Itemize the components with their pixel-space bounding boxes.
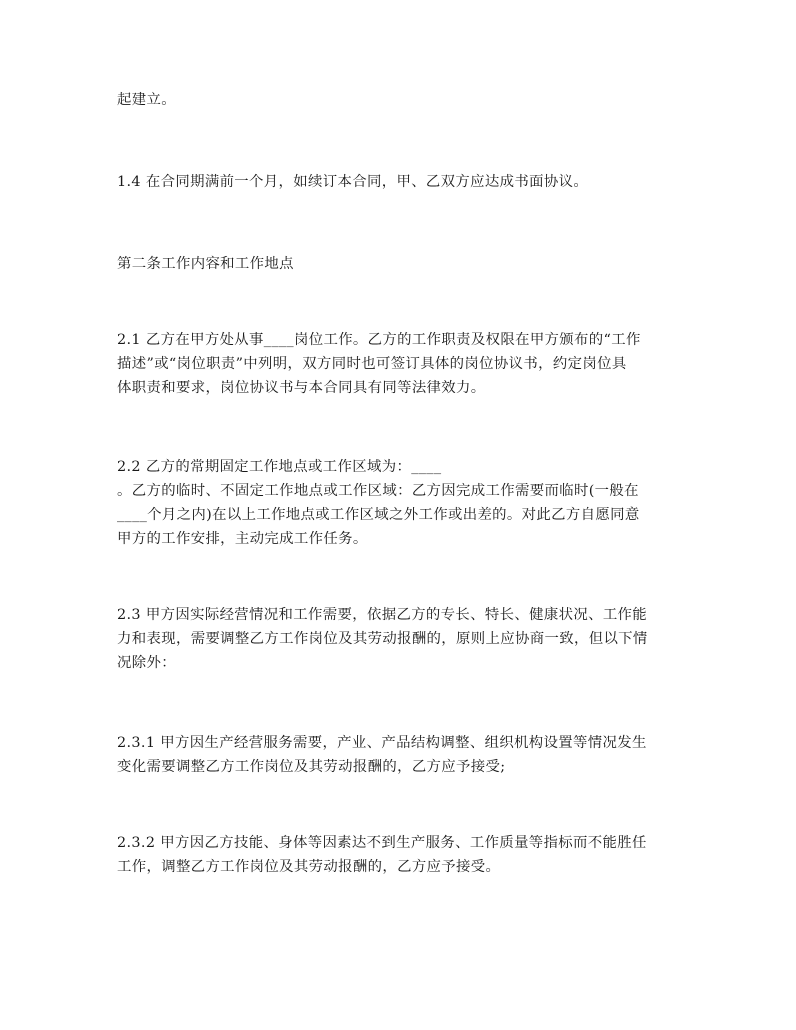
section-heading-article-2 [117,252,689,276]
paragraph-2-1 [117,328,689,400]
text-line: 2.1 乙方在甲方处从事____岗位工作。乙方的工作职责及权限在甲方颁布的“工作 [117,332,641,348]
paragraph-2-3-1 [117,731,689,779]
paragraph-continuation [117,88,689,112]
text-line: 。乙方的临时、不固定工作地点或工作区域：乙方因完成工作需要而临时(一般在 [117,483,639,499]
text-line: 力和表现，需要调整乙方工作岗位及其劳动报酬的，原则上应协商一致，但以下情 [117,631,648,647]
text-line: 描述”或“岗位职责”中列明，双方同时也可签订具体的岗位协议书，约定岗位具 [117,356,627,372]
text-line: 起建立。 [117,92,176,108]
paragraph-2-3 [117,603,689,675]
text-line: ____个月之内)在以上工作地点或工作区域之外工作或出差的。对此乙方自愿同意 [117,507,640,523]
paragraph-1-4 [117,170,689,194]
text-line: 况除外： [117,655,176,671]
text-line: 体职责和要求，岗位协议书与本合同具有同等法律效力。 [117,380,486,396]
text-line: 1.4 在合同期满前一个月，如续订本合同，甲、乙双方应达成书面协议。 [117,174,589,190]
text-line: 2.3.2 甲方因乙方技能、身体等因素达不到生产服务、工作质量等指标而不能胜任 [117,835,647,851]
text-line: 工作，调整乙方工作岗位及其劳动报酬的，乙方应予接受。 [117,859,501,875]
text-line: 甲方的工作安排，主动完成工作任务。 [117,531,368,547]
text-line: 2.2 乙方的常期固定工作地点或工作区域为：____ [117,459,442,475]
paragraph-2-3-2 [117,831,689,879]
text-line: 第二条工作内容和工作地点 [117,256,294,272]
paragraph-2-2 [117,455,689,551]
text-line: 2.3.1 甲方因生产经营服务需要，产业、产品结构调整、组织机构设置等情况发生 [117,735,647,751]
text-line: 变化需要调整乙方工作岗位及其劳动报酬的，乙方应予接受; [117,759,506,775]
text-line: 2.3 甲方因实际经营情况和工作需要，依据乙方的专长、特长、健康状况、工作能 [117,607,648,623]
